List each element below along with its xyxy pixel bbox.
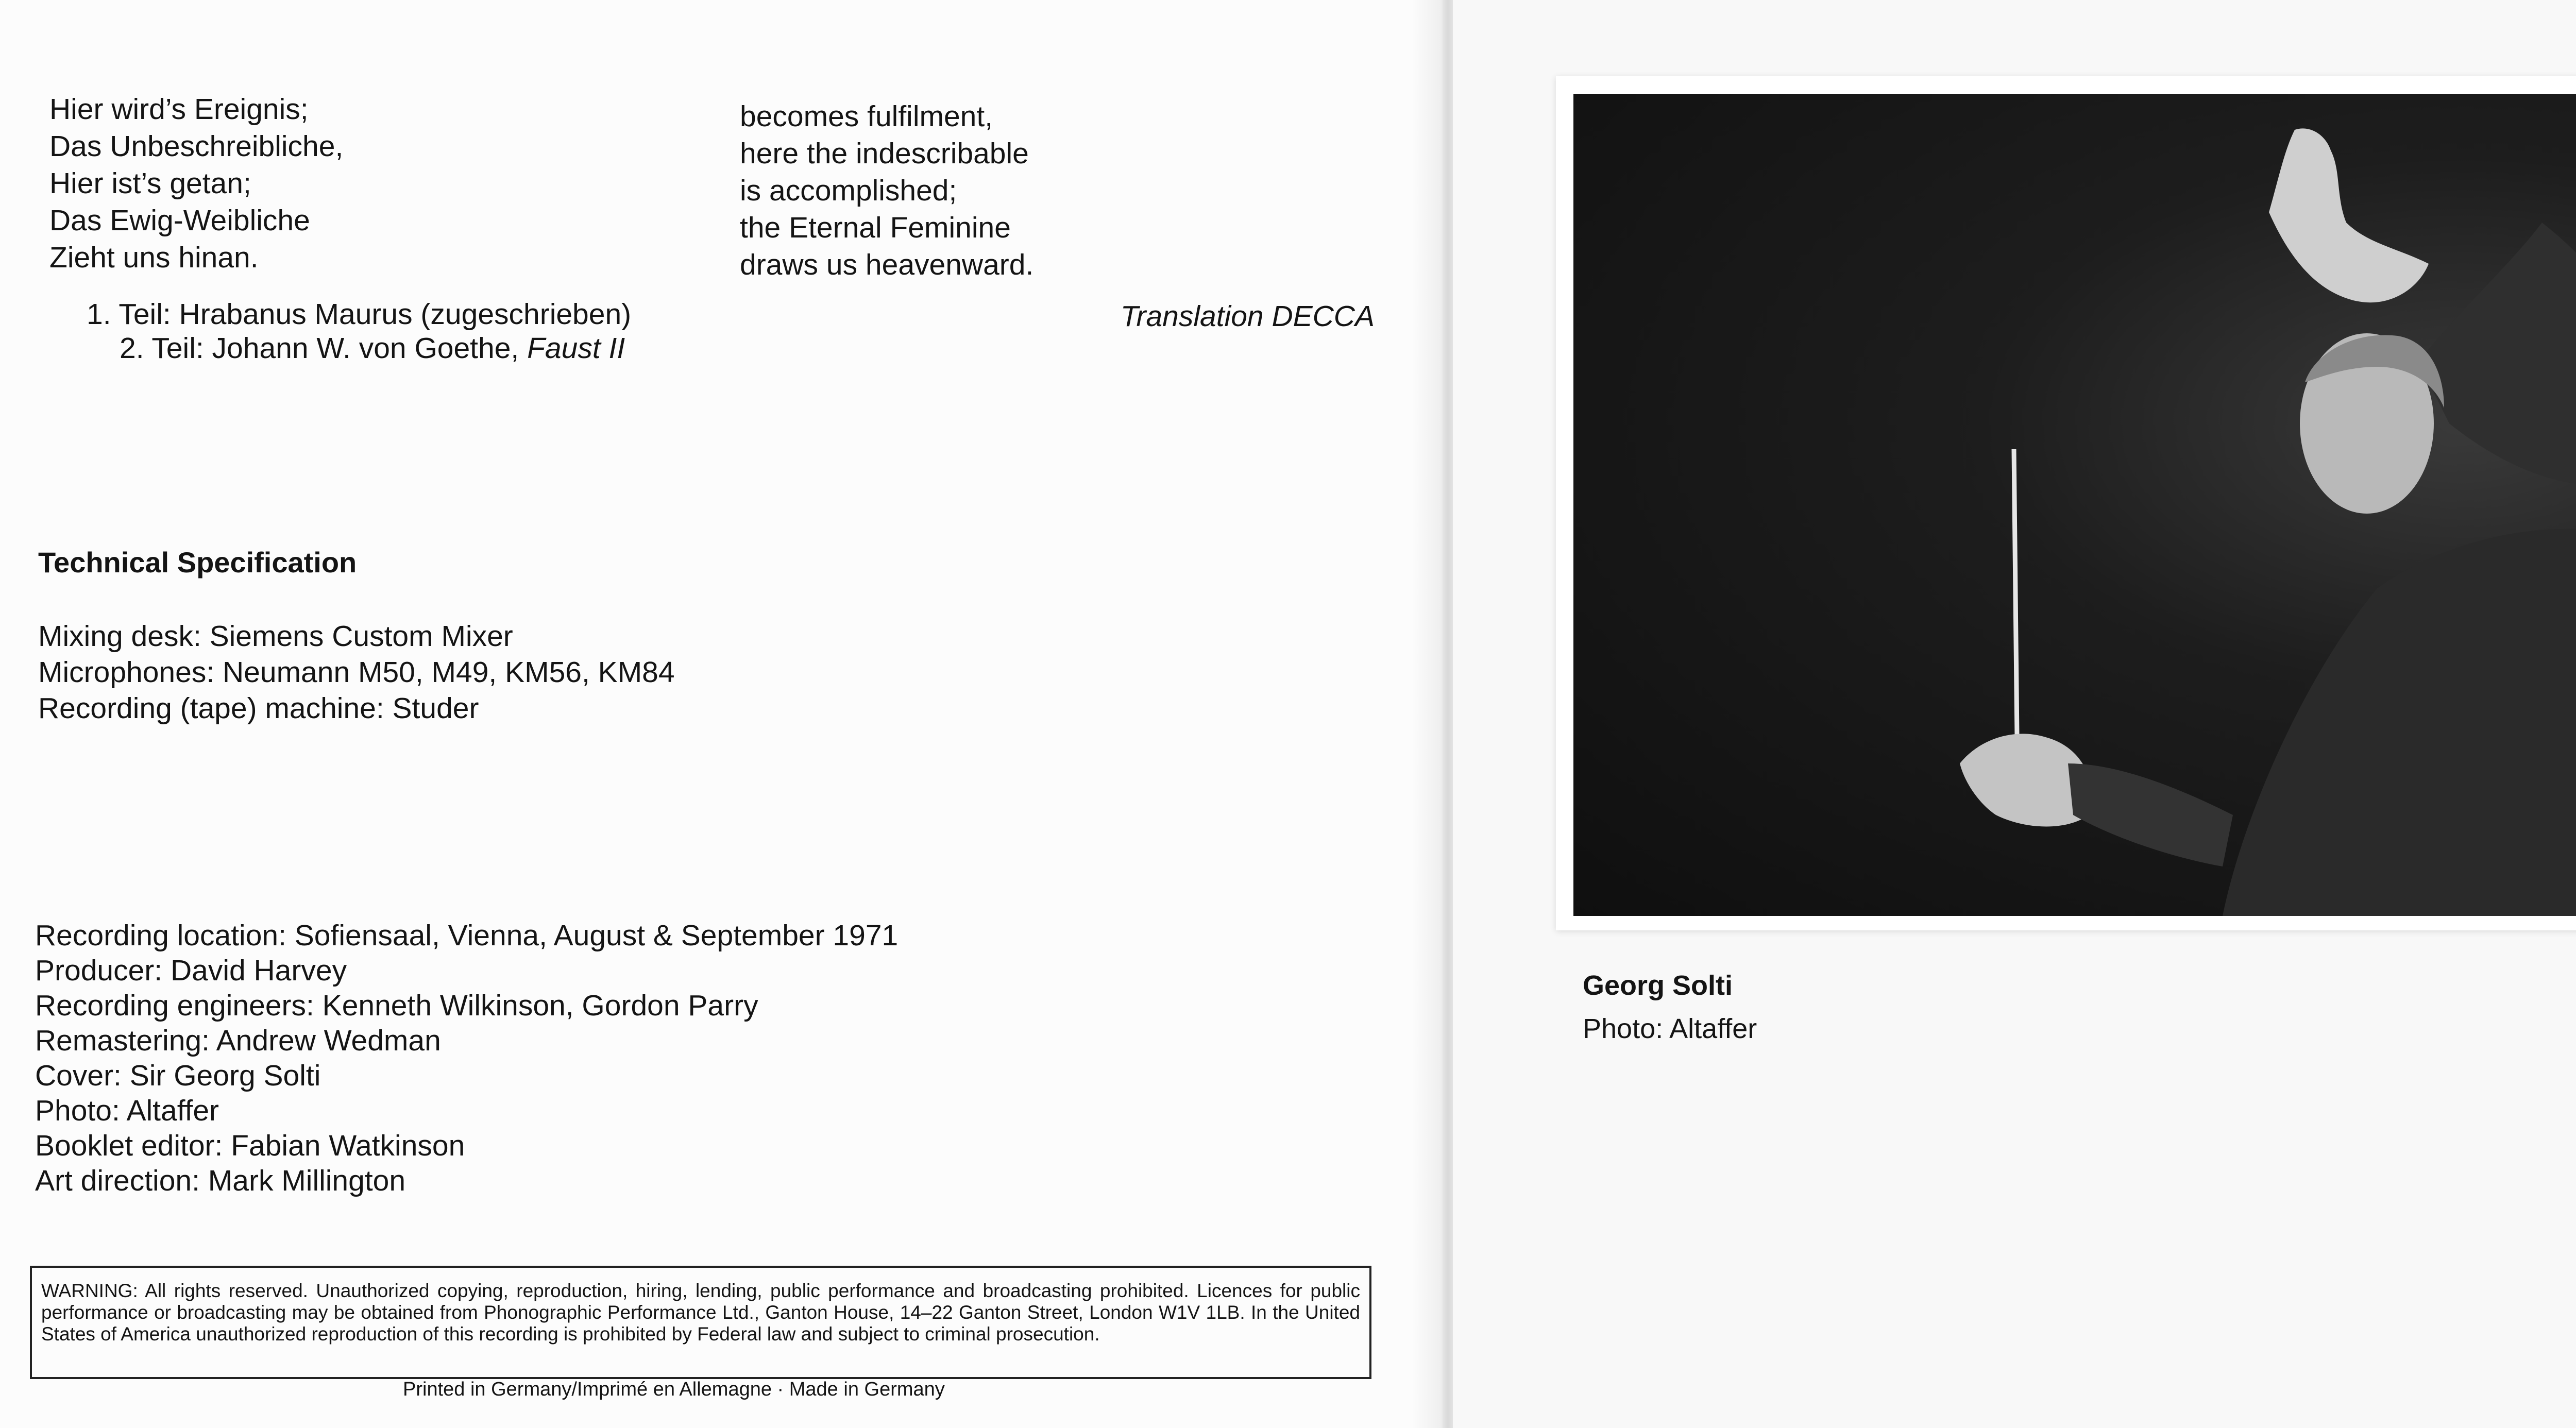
- poem-german-line: Hier ist’s getan;: [49, 167, 251, 200]
- attribution-part-2-work: Faust II: [527, 332, 625, 365]
- credit-item: Recording engineers: Kenneth Wilkinson, Gordon Parry: [35, 989, 758, 1022]
- attribution-part-1: 1. Teil: Hrabanus Maurus (zugeschrieben): [87, 298, 632, 331]
- tech-spec-heading: Technical Specification: [38, 546, 357, 579]
- tech-spec-item: Microphones: Neumann M50, M49, KM56, KM84: [38, 656, 675, 689]
- credit-item: Recording location: Sofiensaal, Vienna, August & September 1971: [35, 919, 899, 952]
- poem-english: [740, 98, 1033, 283]
- tech-spec-item: Recording (tape) machine: Studer: [38, 692, 479, 725]
- poem-german-line: Zieht uns hinan.: [49, 241, 259, 274]
- poem-german-line: Das Ewig-Weibliche: [49, 204, 310, 237]
- copyright-warning-box: WARNING: All rights reserved. Unauthorized copying, reproduction, hiring, lending, public performance and broadcasting prohibited. Licences for public performance or broadcasting may be obtained from Phonographic Performance Ltd., Ganton House, 14–22 Ganton Street, London W1V 1LB. In the United States of America unauthorized reproduction of this recording is prohibited by Federal law and subject to criminal prosecution.: [30, 1266, 1371, 1379]
- poem-german: [49, 91, 343, 276]
- printed-in-germany: Printed in Germany/Imprimé en Allemagne · Made in Germany: [403, 1379, 945, 1400]
- photo-frame: [1556, 76, 2576, 930]
- conductor-silhouette: [1573, 94, 2576, 916]
- translation-credit: Translation DECCA: [1120, 300, 1375, 333]
- attribution-part-2: [120, 326, 625, 370]
- poem-english-line: becomes fulfilment,: [740, 100, 993, 133]
- poem-german-line: Das Unbeschreibliche,: [49, 130, 344, 163]
- credit-item: Cover: Sir Georg Solti: [35, 1059, 321, 1092]
- credit-item: Art direction: Mark Millington: [35, 1164, 406, 1197]
- poem-english-line: here the indescribable: [740, 137, 1029, 170]
- photo-caption-credit: Photo: Altaffer: [1583, 1013, 1757, 1044]
- tech-spec-item: Mixing desk: Siemens Custom Mixer: [38, 620, 513, 653]
- poem-english-line: is accomplished;: [740, 174, 957, 207]
- credit-item: Photo: Altaffer: [35, 1094, 219, 1127]
- credit-item: Remastering: Andrew Wedman: [35, 1024, 441, 1057]
- attribution-part-2-author: 2. Teil: Johann W. von Goethe,: [120, 332, 528, 365]
- poem-german-line: Hier wird’s Ereignis;: [49, 93, 309, 126]
- poem-english-line: draws us heavenward.: [740, 248, 1034, 281]
- credits-list: [35, 918, 898, 1198]
- poem-english-line: the Eternal Feminine: [740, 211, 1011, 244]
- conductor-photo: [1573, 94, 2576, 916]
- tech-spec-list: [38, 618, 675, 726]
- credit-item: Producer: David Harvey: [35, 954, 347, 987]
- credit-item: Booklet editor: Fabian Watkinson: [35, 1129, 465, 1162]
- photo-caption-name: Georg Solti: [1583, 970, 1733, 1001]
